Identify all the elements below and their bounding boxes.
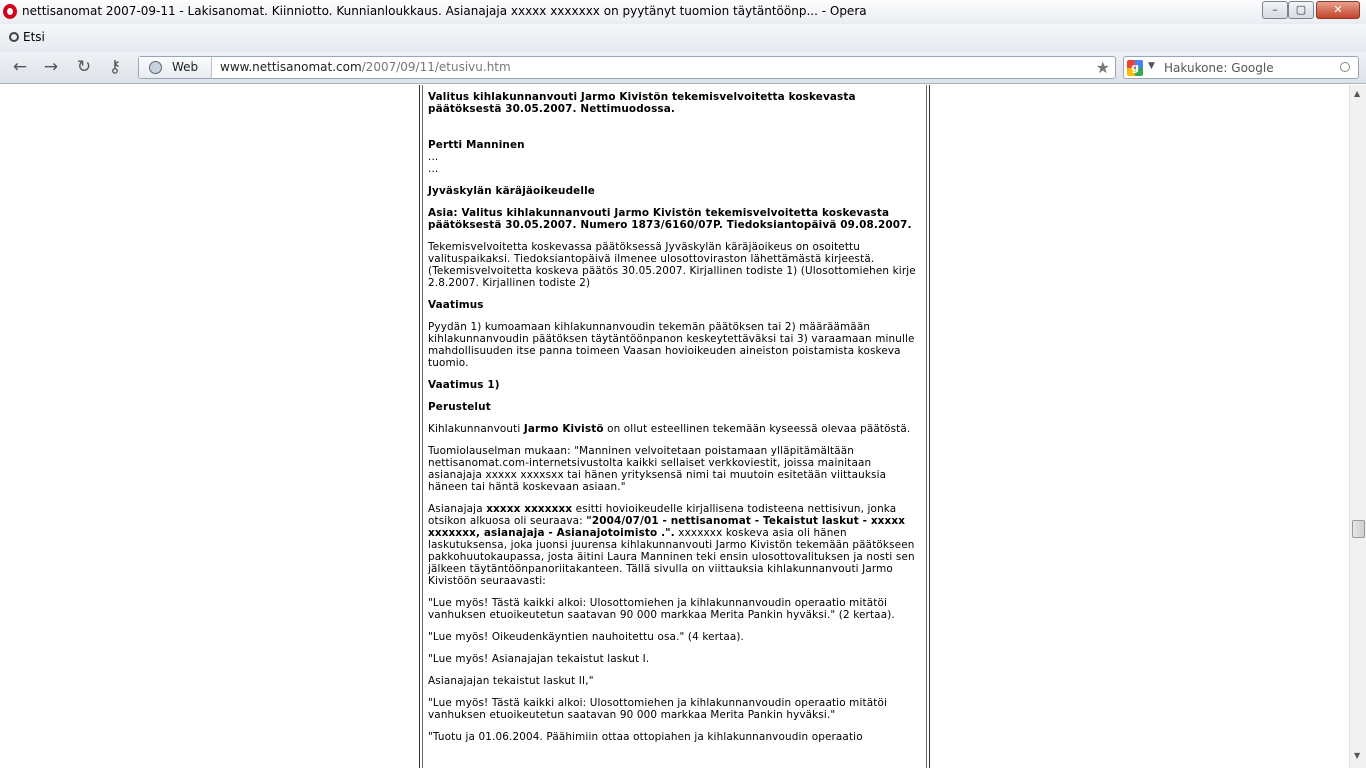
paragraph (428, 423, 921, 435)
navigation-toolbar (0, 52, 1366, 84)
bookmark-star-icon[interactable]: ★ (1095, 58, 1110, 77)
bold-quote: "2004/07/01 - nettisanomat - Tekaistut laskut - xxxxx xxxxxxx, asianajaja - Asianajotoimisto .". (428, 515, 906, 539)
scroll-up-icon[interactable]: ▲ (1354, 89, 1361, 98)
article-frame (419, 85, 930, 768)
page-viewport (0, 85, 1349, 768)
ellipsis: ... (428, 151, 439, 163)
bold-name: xxxxx xxxxxxx (486, 503, 573, 515)
scroll-down-icon[interactable]: ▼ (1354, 751, 1361, 760)
section-heading: Perustelut (428, 401, 491, 413)
url-path: /2007/09/11/etusivu.htm (361, 60, 511, 74)
opera-logo-icon (3, 4, 17, 19)
address-bar[interactable] (138, 56, 1116, 79)
window-title: nettisanomat 2007-09-11 - Lakisanomat. Kiinniotto. Kunnianloukkaus. Asianajaja xxxxx xxxxxxx on pyytänyt tuomion täytäntöönp... - Opera (22, 4, 867, 18)
author-name: Pertti Manninen (428, 139, 525, 151)
search-engine-dropdown-icon[interactable]: ▼ (1148, 61, 1155, 71)
subject: Asia: Valitus kihlakunnanvouti Jarmo Kivistön tekemisvelvoitetta koskevasta päätöksestä 30.05.2007. Numero 1873/6160/07P. Tiedoksiantopäivä 09.08.2007. (428, 207, 912, 231)
quote: "Tuotu ja 01.06.2004. Päähimiin ottaa ottopiahen ja kihlakunnanvoudin operaatio (428, 731, 863, 743)
web-label: Web (172, 60, 199, 74)
quote: Asianajajan tekaistut laskut II," (428, 675, 594, 687)
bold-name: Jarmo Kivistö (523, 423, 604, 435)
wand-key-icon[interactable]: ⚷ (108, 57, 122, 77)
ellipsis: ... (428, 163, 439, 175)
url-domain: www.nettisanomat.com (220, 60, 362, 74)
paragraph: Tekemisvelvoitetta koskevassa päätöksessä Jyväskylän käräjäoikeus on osoitettu valituspaikaksi. Tiedoksiantopäivä ilmenee ulosottoviraston lähettämästä kirjeestä. (Tekemisvelvoitetta koskeva päätös 30.05.2007. Kirjallinen todiste 1) (Ulosottomiehen kirje 2.8.2007. Kirjallinen todiste 2) (428, 241, 916, 289)
search-icon (9, 32, 19, 42)
url-text[interactable] (220, 60, 511, 74)
title-bar (0, 0, 1366, 24)
search-menu-button[interactable] (9, 30, 45, 44)
search-menu-label: Etsi (23, 30, 45, 44)
scrollbar-thumb[interactable] (1352, 520, 1365, 538)
text-run: Kihlakunnanvouti (428, 423, 524, 435)
article-heading: Valitus kihlakunnanvouti Jarmo Kivistön tekemisvelvoitetta koskevasta päätöksestä 30.05.2007. Nettimuodossa. (428, 91, 856, 115)
text-run: esitti hovioikeudelle kirjallisena todisteena nettisivun, jonka otsikon alkuosa oli seuraava: (428, 503, 897, 527)
forward-button[interactable]: → (43, 57, 59, 77)
section-heading: Vaatimus 1) (428, 379, 500, 391)
globe-icon (149, 61, 162, 74)
quote: "Lue myös! Asianajajan tekaistut laskut I. (428, 653, 650, 665)
text-run: on ollut esteellinen tekemään kyseessä olevaa päätöstä. (603, 423, 911, 435)
quote: "Lue myös! Oikeudenkäyntien nauhoitettu osa." (4 kertaa). (428, 631, 745, 643)
reload-button[interactable]: ↻ (76, 57, 92, 77)
quote: "Lue myös! Tästä kaikki alkoi: Ulosottomiehen ja kihlakunnanvoudin operaatio mitätöi vanhuksen etuoikeutetun saatavan 90 000 markkaa Merita Pankin hyväksi." (428, 697, 887, 721)
search-field[interactable] (1123, 56, 1359, 79)
menu-bar (0, 24, 1366, 52)
quote: "Lue myös! Tästä kaikki alkoi: Ulosottomiehen ja kihlakunnanvoudin operaatio mitätöi vanhuksen etuoikeutetun saatavan 90 000 markkaa Merita Pankin hyväksi." (2 kertaa). (428, 597, 895, 621)
search-go-icon[interactable] (1340, 62, 1350, 72)
vertical-scrollbar[interactable] (1349, 85, 1366, 768)
close-button[interactable]: ✕ (1316, 1, 1360, 19)
maximize-button[interactable]: ▢ (1288, 1, 1314, 19)
search-placeholder: Hakukone: Google (1164, 61, 1274, 75)
minimize-button[interactable]: – (1262, 1, 1288, 19)
section-heading: Vaatimus (428, 299, 484, 311)
paragraph: Pyydän 1) kumoamaan kihlakunnanvoudin tekemän päätöksen tai 2) määräämään kihlakunnanvoudin päätöksen täytäntöönpanon keskeytettäväksi tai 3) varaamaan minulle mahdollisuuden itse panna toimeen Vaasan hovioikeuden aineiston poistamista koskeva tuomio. (428, 321, 915, 369)
recipient: Jyväskylän käräjäoikeudelle (428, 185, 595, 197)
article-body (422, 85, 927, 768)
text-run: xxxxxxx koskeva asia oli hänen laskutuksensa, joka juonsi juurensa kihlakunnanvouti Jarmo Kivistön tekemään päätökseen pakkohuutokaupassa, josta äitini Laura Manninen teki ensin ulosottovalituksen ja nosti sen jälkeen täytäntöönpanoriitakanteen. Tällä sivulla on viittauksia kihlakunnanvouti Jarmo Kivistöön seuraavasti: (428, 527, 915, 587)
text-run: Asianajaja (428, 503, 487, 515)
web-button[interactable] (139, 57, 212, 78)
google-logo-icon[interactable]: g (1127, 60, 1143, 76)
paragraph (428, 503, 921, 587)
author-block (428, 139, 921, 175)
back-button[interactable]: ← (12, 57, 28, 77)
paragraph: Tuomiolauselman mukaan: "Manninen velvoitetaan poistamaan ylläpitämältään nettisanomat.com-internetsivustolta kaikki sellaiset verkkoviestit, joissa mainitaan asianajaja xxxxx xxxxsxx tai hänen yrityksensä nimi tai muutoin esitetään viittauksia häneen tai häntä koskevaan asiaan." (428, 445, 887, 493)
